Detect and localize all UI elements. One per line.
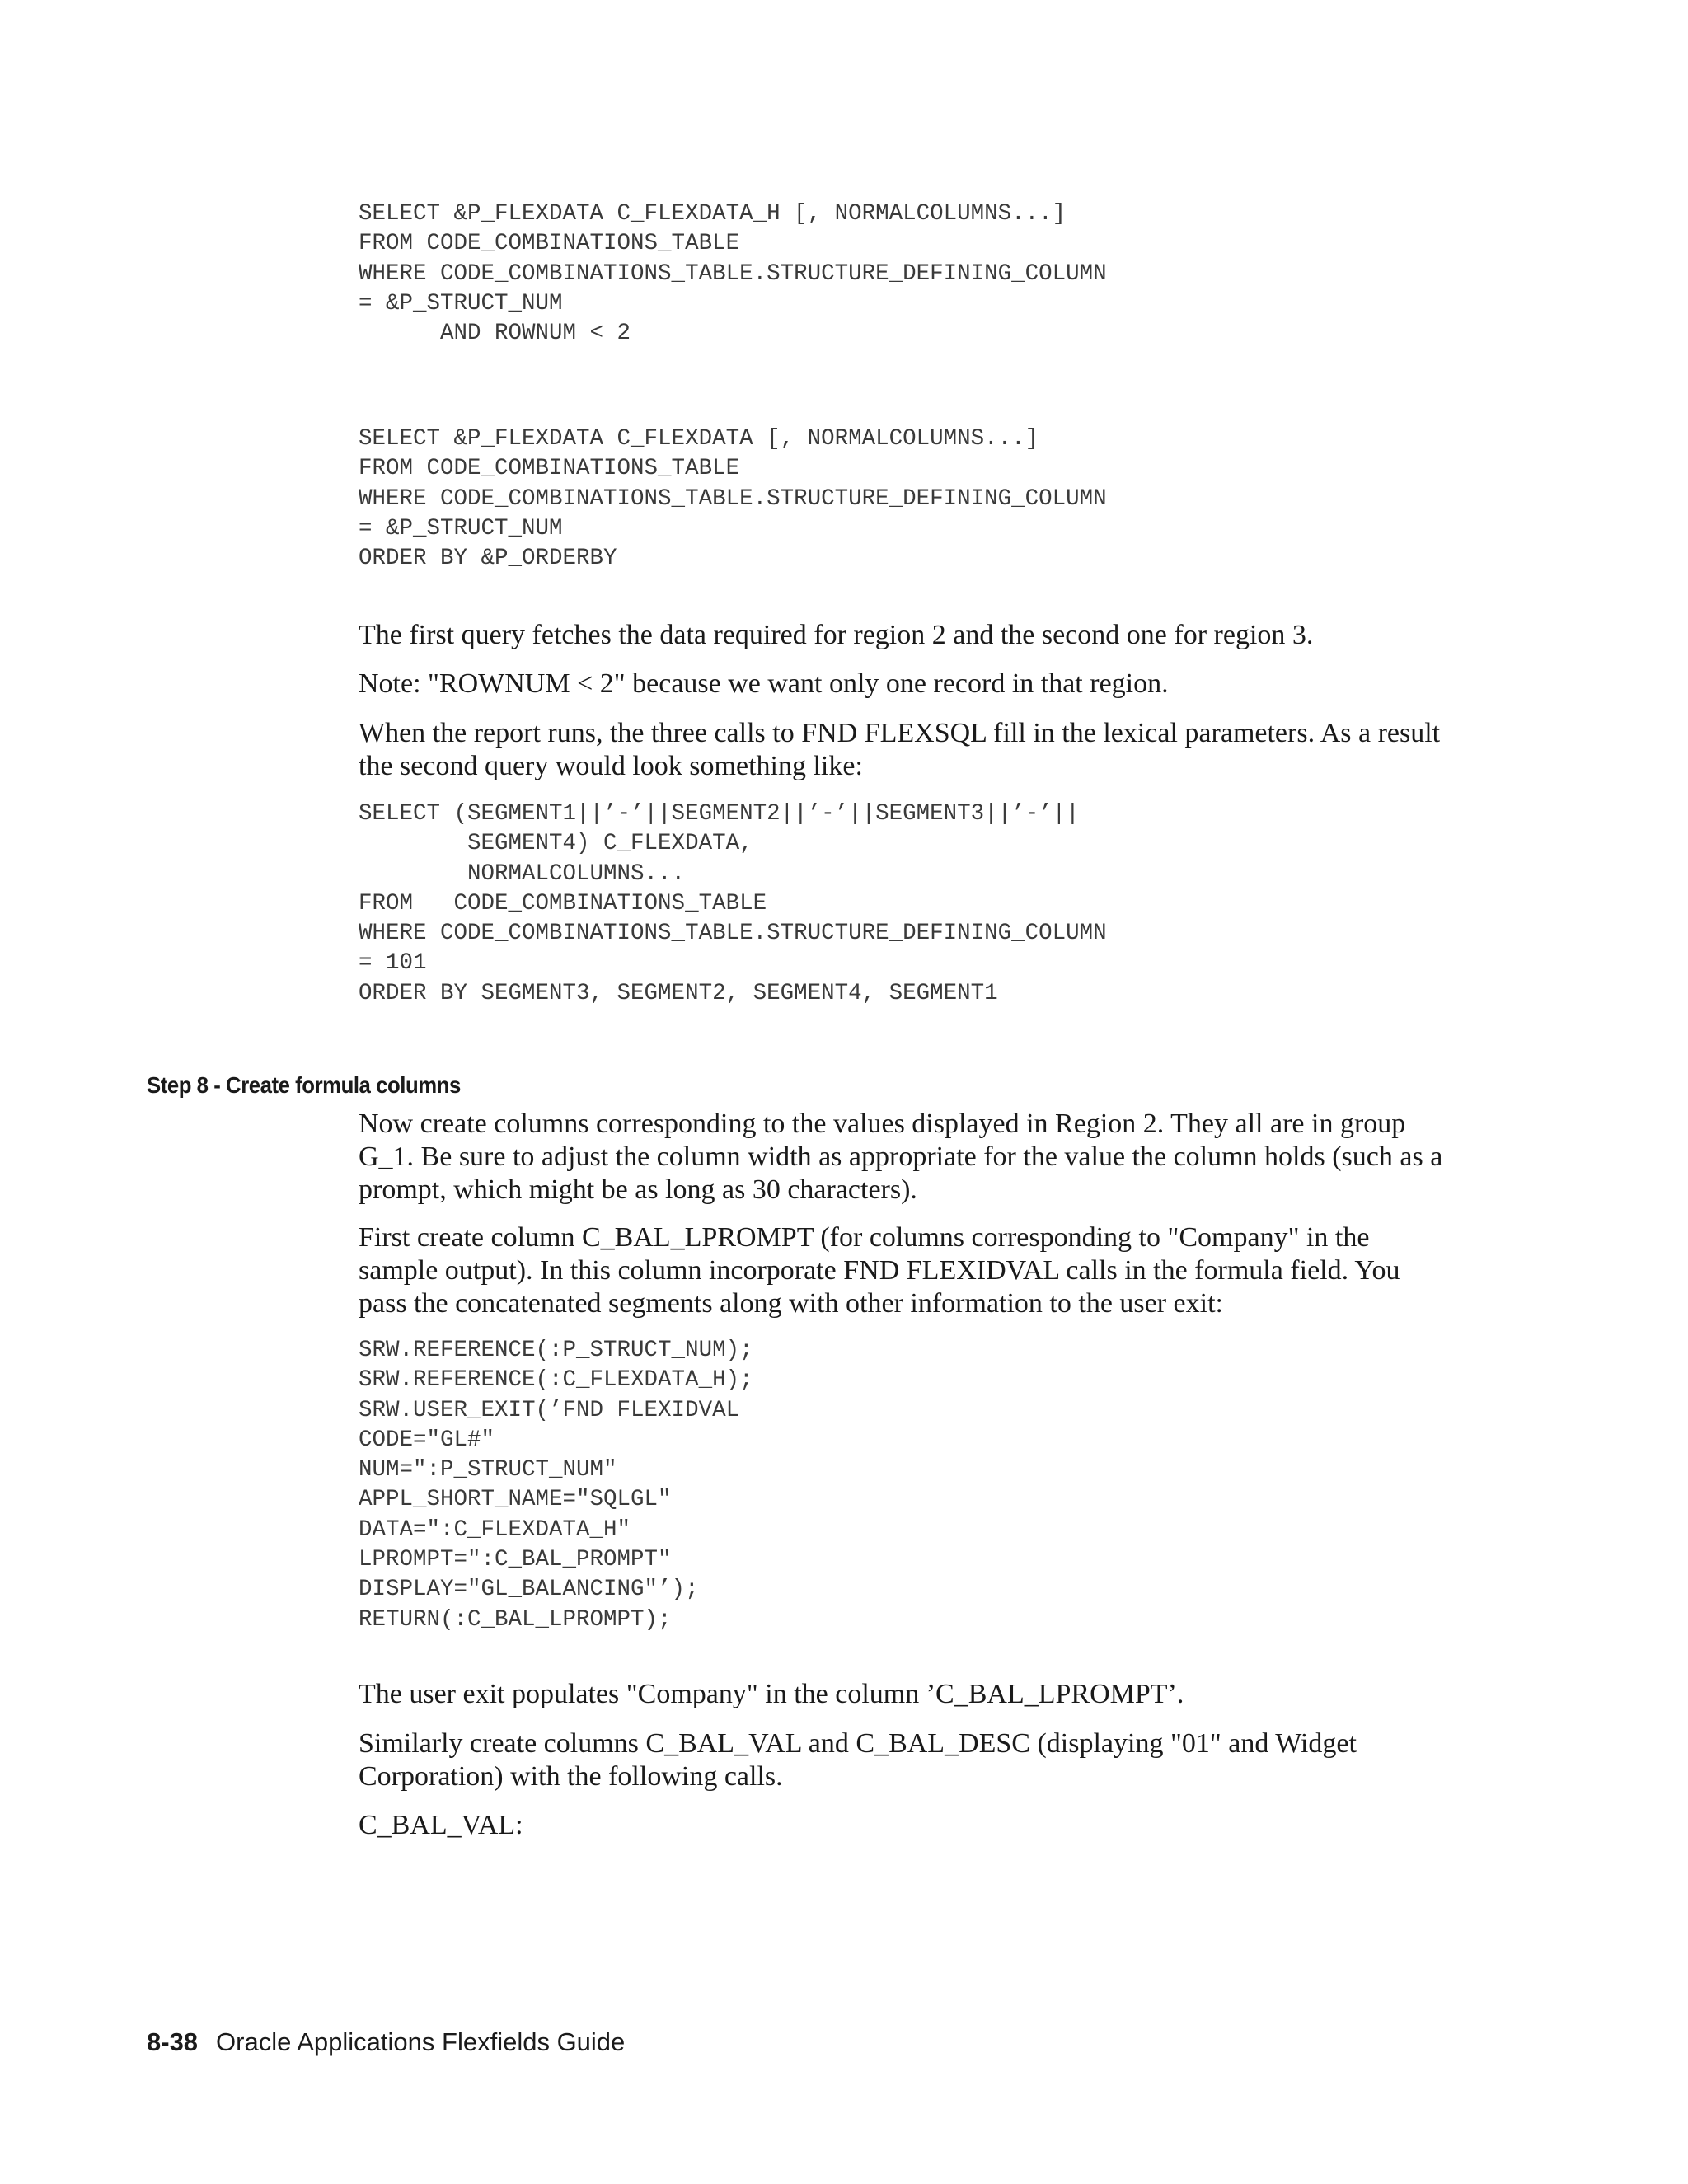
paragraph-query-purpose: The first query fetches the data required for region 2 and the second one for region 3. xyxy=(359,620,1314,650)
page-footer xyxy=(147,2027,625,2057)
paragraph-user-exit-populates: The user exit populates "Company" in the column ’C_BAL_LPROMPT’. xyxy=(359,1679,1184,1709)
paragraph-c-bal-lprompt: First create column C_BAL_LPROMPT (for columns corresponding to "Company" in the sample output). In this column incorporate FND FLEXIDVAL calls in the formula field. You pass the concatenated segments along with other information to the user exit: xyxy=(359,1222,1400,1319)
sql-query-expanded: SELECT (SEGMENT1||’-’||SEGMENT2||’-’||SEGMENT3||’-’|| SEGMENT4) C_FLEXDATA, NORMALCOLUMNS... FROM CODE_COMBINATIONS_TABLE WHERE CODE_COMBINATIONS_TABLE.STRUCTURE_DEFINING_COLUMN = 101 ORDER BY SEGMENT3, SEGMENT2, SEGMENT4, SEGMENT1 xyxy=(359,801,1107,1006)
paragraph-c-bal-val-label: C_BAL_VAL: xyxy=(359,1810,523,1840)
paragraph-report-runs: When the report runs, the three calls to FND FLEXSQL fill in the lexical parameters. As a result the second query would look something like: xyxy=(359,718,1441,781)
page-number: 8-38 xyxy=(147,2027,199,2056)
sql-query-region2: SELECT &P_FLEXDATA C_FLEXDATA_H [, NORMALCOLUMNS...] FROM CODE_COMBINATIONS_TABLE WHERE CODE_COMBINATIONS_TABLE.STRUCTURE_DEFINING_COLUMN = &P_STRUCT_NUM AND ROWNUM < 2 xyxy=(359,201,1107,347)
section-heading-step-8: Step 8 - Create formula columns xyxy=(147,1072,461,1098)
paragraph-create-columns: Now create columns corresponding to the values displayed in Region 2. They all are in group G_1. Be sure to adjust the column width as appropriate for the value the column holds (such as a prompt, which might be as long as 30 characters). xyxy=(359,1108,1443,1205)
paragraph-similarly-create: Similarly create columns C_BAL_VAL and C_BAL_DESC (displaying "01" and Widget Corporation) with the following calls. xyxy=(359,1728,1357,1792)
paragraph-rownum-note: Note: "ROWNUM < 2" because we want only one record in that region. xyxy=(359,668,1169,699)
sql-query-region3: SELECT &P_FLEXDATA C_FLEXDATA [, NORMALCOLUMNS...] FROM CODE_COMBINATIONS_TABLE WHERE CODE_COMBINATIONS_TABLE.STRUCTURE_DEFINING_COLUMN = &P_STRUCT_NUM ORDER BY &P_ORDERBY xyxy=(359,426,1107,572)
book-title: Oracle Applications Flexfields Guide xyxy=(216,2027,626,2056)
srw-user-exit-code: SRW.REFERENCE(:P_STRUCT_NUM); SRW.REFERENCE(:C_FLEXDATA_H); SRW.USER_EXIT(’FND FLEXIDVAL CODE="GL#" NUM=":P_STRUCT_NUM" APPL_SHORT_NAME="SQLGL" DATA=":C_FLEXDATA_H" LPROMPT=":C_BAL_PROMPT" DISPLAY="GL_BALANCING"’); RETURN(:C_BAL_LPROMPT); xyxy=(359,1338,753,1633)
